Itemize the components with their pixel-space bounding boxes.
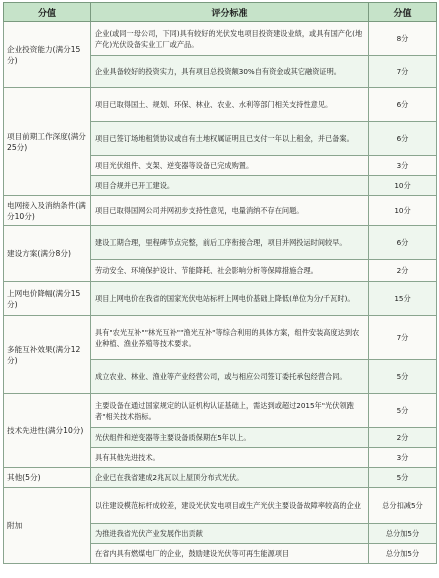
score-cell: 2分 <box>369 428 437 448</box>
category-cell: 附加 <box>4 488 91 564</box>
criteria-cell: 劳动安全、环境保护设计、节能降耗、社会影响分析等保障措施合理。 <box>91 260 369 282</box>
criteria-cell: 项目已取得国土、规划、环保、林业、农业、水利等部门相关支持性意见。 <box>91 88 369 122</box>
score-cell: 10分 <box>369 196 437 226</box>
category-cell: 建设方案(满分8分) <box>4 226 91 282</box>
category-cell: 技术先进性(满分10分) <box>4 394 91 468</box>
table-row <box>4 394 437 428</box>
table-row <box>4 316 437 360</box>
criteria-cell: 企业已在我省建成2兆瓦以上屋顶分布式光伏。 <box>91 468 369 488</box>
category-cell: 电网接入及消纳条件(满分10分) <box>4 196 91 226</box>
score-cell: 总分扣减5分 <box>369 488 437 524</box>
criteria-cell: 光伏组件和逆变器等主要设备质保期在5年以上。 <box>91 428 369 448</box>
criteria-cell: 为推进我省光伏产业发展作出贡献 <box>91 524 369 544</box>
score-cell: 总分加5分 <box>369 544 437 564</box>
score-cell: 6分 <box>369 226 437 260</box>
criteria-cell: 具有其他先进技术。 <box>91 448 369 468</box>
score-cell: 3分 <box>369 156 437 176</box>
score-cell: 5分 <box>369 360 437 394</box>
header-criteria: 评分标准 <box>91 3 369 22</box>
criteria-cell: 项目上网电价在我省的国家光伏电站标杆上网电价基础上降低(单位为分/千瓦时)。 <box>91 282 369 316</box>
scoring-table <box>3 2 437 564</box>
criteria-cell: 项目合规并已开工建设。 <box>91 176 369 196</box>
table-row <box>4 488 437 524</box>
header-score: 分值 <box>369 3 437 22</box>
criteria-cell: 建设工期合理，里程碑节点完整，前后工序衔接合理，项目并网投运时间较早。 <box>91 226 369 260</box>
table-row <box>4 226 437 260</box>
criteria-cell: 企业(或同一母公司，下同)具有较好的光伏发电项目投资建设业绩，或具有国产化(地产化)光伏设备实业工厂或产品。 <box>91 22 369 56</box>
criteria-cell: 在省内具有燃煤电厂的企业，鼓励建设光伏等可再生能源项目 <box>91 544 369 564</box>
category-cell: 上网电价降幅(满分15分) <box>4 282 91 316</box>
criteria-cell: 项目已取得国网公司并网初步支持性意见，电量消纳不存在问题。 <box>91 196 369 226</box>
scoring-table-container <box>3 2 436 564</box>
score-cell: 7分 <box>369 316 437 360</box>
table-row <box>4 196 437 226</box>
score-cell: 7分 <box>369 56 437 88</box>
criteria-cell: 企业具备较好的投资实力，具有项目总投资额30%自有资金或其它融资证明。 <box>91 56 369 88</box>
score-cell: 10分 <box>369 176 437 196</box>
criteria-cell: 项目光伏组件、支架、逆变器等设备已完成购置。 <box>91 156 369 176</box>
score-cell: 5分 <box>369 394 437 428</box>
criteria-cell: 主要设备在通过国家规定的认证机构认证基础上，需达到或超过2015年"光伏领跑者"相关技术指标。 <box>91 394 369 428</box>
category-cell: 项目前期工作深度(满分25分) <box>4 88 91 196</box>
criteria-cell: 成立农业、林业、渔业等产业经营公司，或与相应公司签订委托承包经营合同。 <box>91 360 369 394</box>
category-cell: 企业投资能力(满分15分) <box>4 22 91 88</box>
score-cell: 总分加5分 <box>369 524 437 544</box>
criteria-cell: 以往建设模范标杆成较差，建设光伏发电项目或生产光伏主要设备故障率较高的企业 <box>91 488 369 524</box>
header-category: 分值 <box>4 3 91 22</box>
table-header-row <box>4 3 437 22</box>
score-cell: 6分 <box>369 88 437 122</box>
category-cell: 其他(5分) <box>4 468 91 488</box>
score-cell: 5分 <box>369 468 437 488</box>
criteria-cell: 具有"农光互补""林光互补""渔光互补"等综合利用的具体方案，组件安装高度达到农业种植、渔业养殖等技术要求。 <box>91 316 369 360</box>
table-row <box>4 282 437 316</box>
category-cell: 多能互补效果(满分12分) <box>4 316 91 394</box>
score-cell: 6分 <box>369 122 437 156</box>
table-row <box>4 468 437 488</box>
score-cell: 15分 <box>369 282 437 316</box>
table-row <box>4 88 437 122</box>
score-cell: 8分 <box>369 22 437 56</box>
criteria-cell: 项目已签订场地租赁协议或自有土地权属证明且已支付一年以上租金，并已备案。 <box>91 122 369 156</box>
score-cell: 3分 <box>369 448 437 468</box>
table-row <box>4 22 437 56</box>
score-cell: 2分 <box>369 260 437 282</box>
